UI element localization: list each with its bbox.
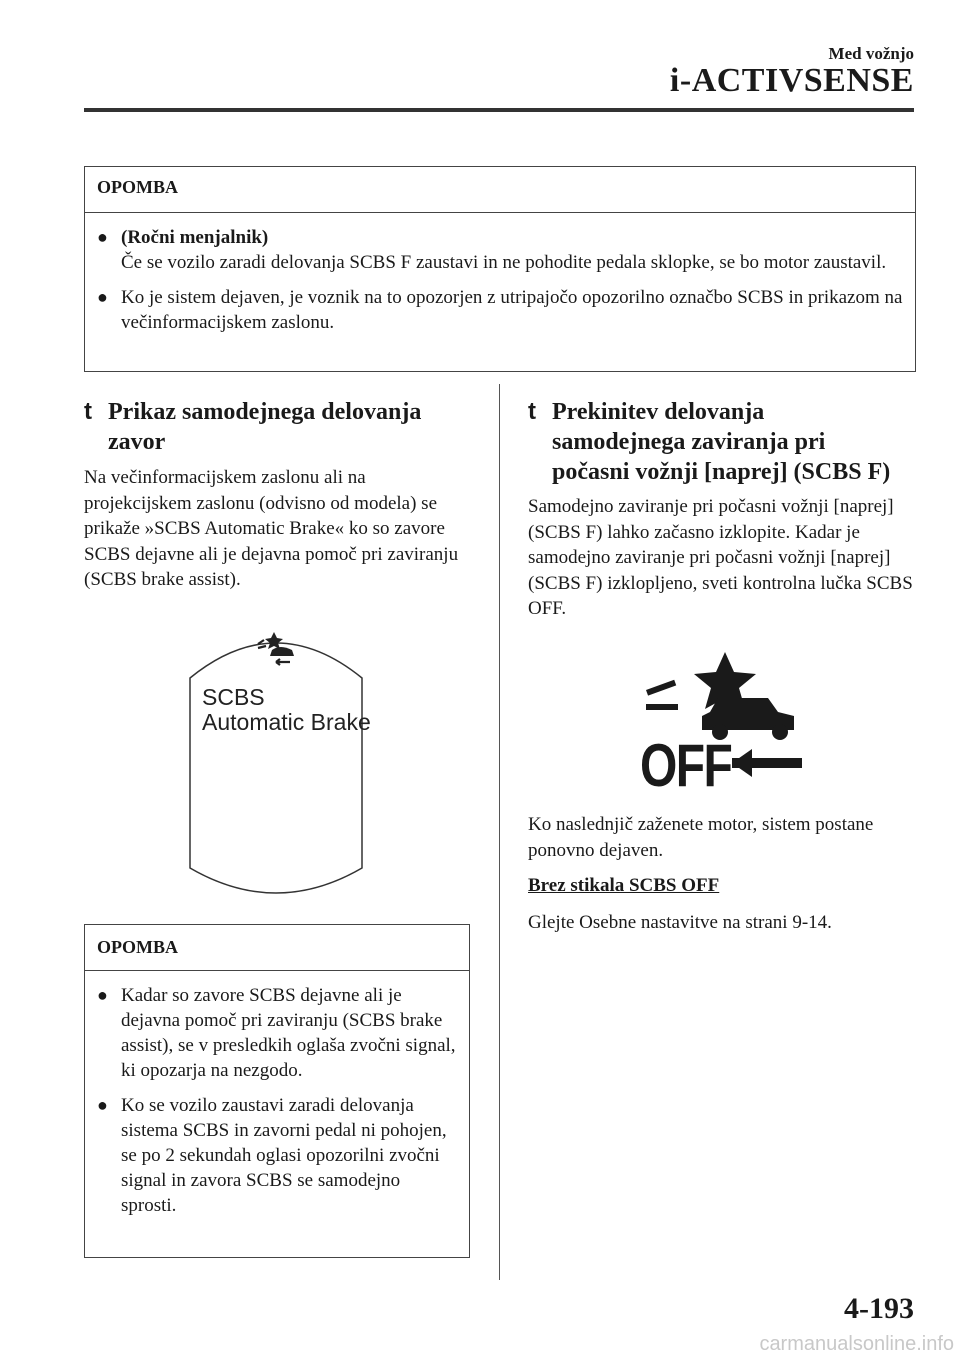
- note-box-top: [84, 166, 916, 372]
- header-rule: [84, 108, 914, 112]
- right-paragraph-3: Glejte Osebne nastavitve na strani 9-14.: [528, 912, 832, 933]
- note-item: [97, 225, 903, 275]
- bullet-icon: ●: [97, 1095, 108, 1115]
- right-paragraph-2: Ko naslednjič zaženete motor, sistem postane ponovno dejaven.: [528, 814, 874, 861]
- page-number: 4-193: [844, 1292, 914, 1325]
- note-item: [97, 285, 903, 335]
- display-text-line1: SCBS: [202, 684, 265, 710]
- note-body: [85, 971, 469, 1218]
- right-paragraph-1: Samodejno zaviranje pri počasni vožnji [naprej] (SCBS F) lahko začasno izklopite. Kadar je samodejno zaviranje pri počasni vožnji [naprej] (SCBS F) izklopljeno, sveti kontrolna lučka SCBS OFF.: [528, 496, 913, 619]
- column-divider: [499, 384, 500, 1280]
- left-paragraph: Na večinformacijskem zaslonu ali na projekcijskem zaslonu (odvisno od modela) se prikaže »SCBS Automatic Brake« ko so zavore SCBS dejavne ali je dejavna pomoč pri zaviranju (SCBS brake assist).: [84, 467, 459, 590]
- note-item-bold: (Ročni menjalnik): [121, 227, 269, 248]
- bullet-icon: ●: [97, 227, 108, 247]
- note-heading: OPOMBA: [85, 167, 915, 213]
- section-marker-icon: t: [84, 398, 92, 425]
- note-item-text: Ko se vozilo zaustavi zaradi delovanja sistema SCBS in zavorni pedal ni pohojen, se po 2 sekundah oglasi opozorilni zvočni signal in zavora SCBS se samodejno sprosti.: [121, 1095, 447, 1216]
- note-item: [97, 983, 457, 1083]
- section-marker-icon: t: [528, 398, 536, 425]
- multi-info-display-illustration: [186, 618, 371, 894]
- right-heading: t Prekinitev delovanja samodejnega zaviranja pri počasni vožnji [naprej] (SCBS F): [528, 398, 891, 485]
- note-item-text: Ko je sistem dejaven, je voznik na to opozorjen z utripajočo opozorilno označbo SCBS in prikazom na večinformacijskem zaslonu.: [121, 287, 903, 333]
- watermark: carmanualsonline.info: [759, 1333, 954, 1355]
- note-item-text: Če se vozilo zaradi delovanja SCBS F zaustavi in ne pohodite pedala sklopke, se bo motor zaustavil.: [121, 252, 887, 273]
- note-body: [85, 213, 915, 335]
- page-title: i-ACTIVSENSE: [669, 62, 914, 99]
- note-item: [97, 1093, 457, 1218]
- bullet-icon: ●: [97, 287, 108, 307]
- section-label: Med vožnjo: [828, 44, 914, 63]
- right-subheading: Brez stikala SCBS OFF: [528, 875, 720, 896]
- display-text-line2: Automatic Brake: [202, 709, 371, 735]
- note-item-text: Kadar so zavore SCBS dejavne ali je dejavna pomoč pri zaviranju (SCBS brake assist), se v presledkih oglaša zvočni signal, ki opozarja na nezgodo.: [121, 985, 456, 1081]
- bullet-icon: ●: [97, 985, 108, 1005]
- note-heading: OPOMBA: [85, 925, 469, 971]
- left-heading: t Prikaz samodejnega delovanja zavor: [84, 398, 422, 455]
- note-box-bottom: [84, 924, 470, 1258]
- off-label: OFF: [640, 732, 732, 799]
- scbs-off-warning-icon: [640, 650, 810, 800]
